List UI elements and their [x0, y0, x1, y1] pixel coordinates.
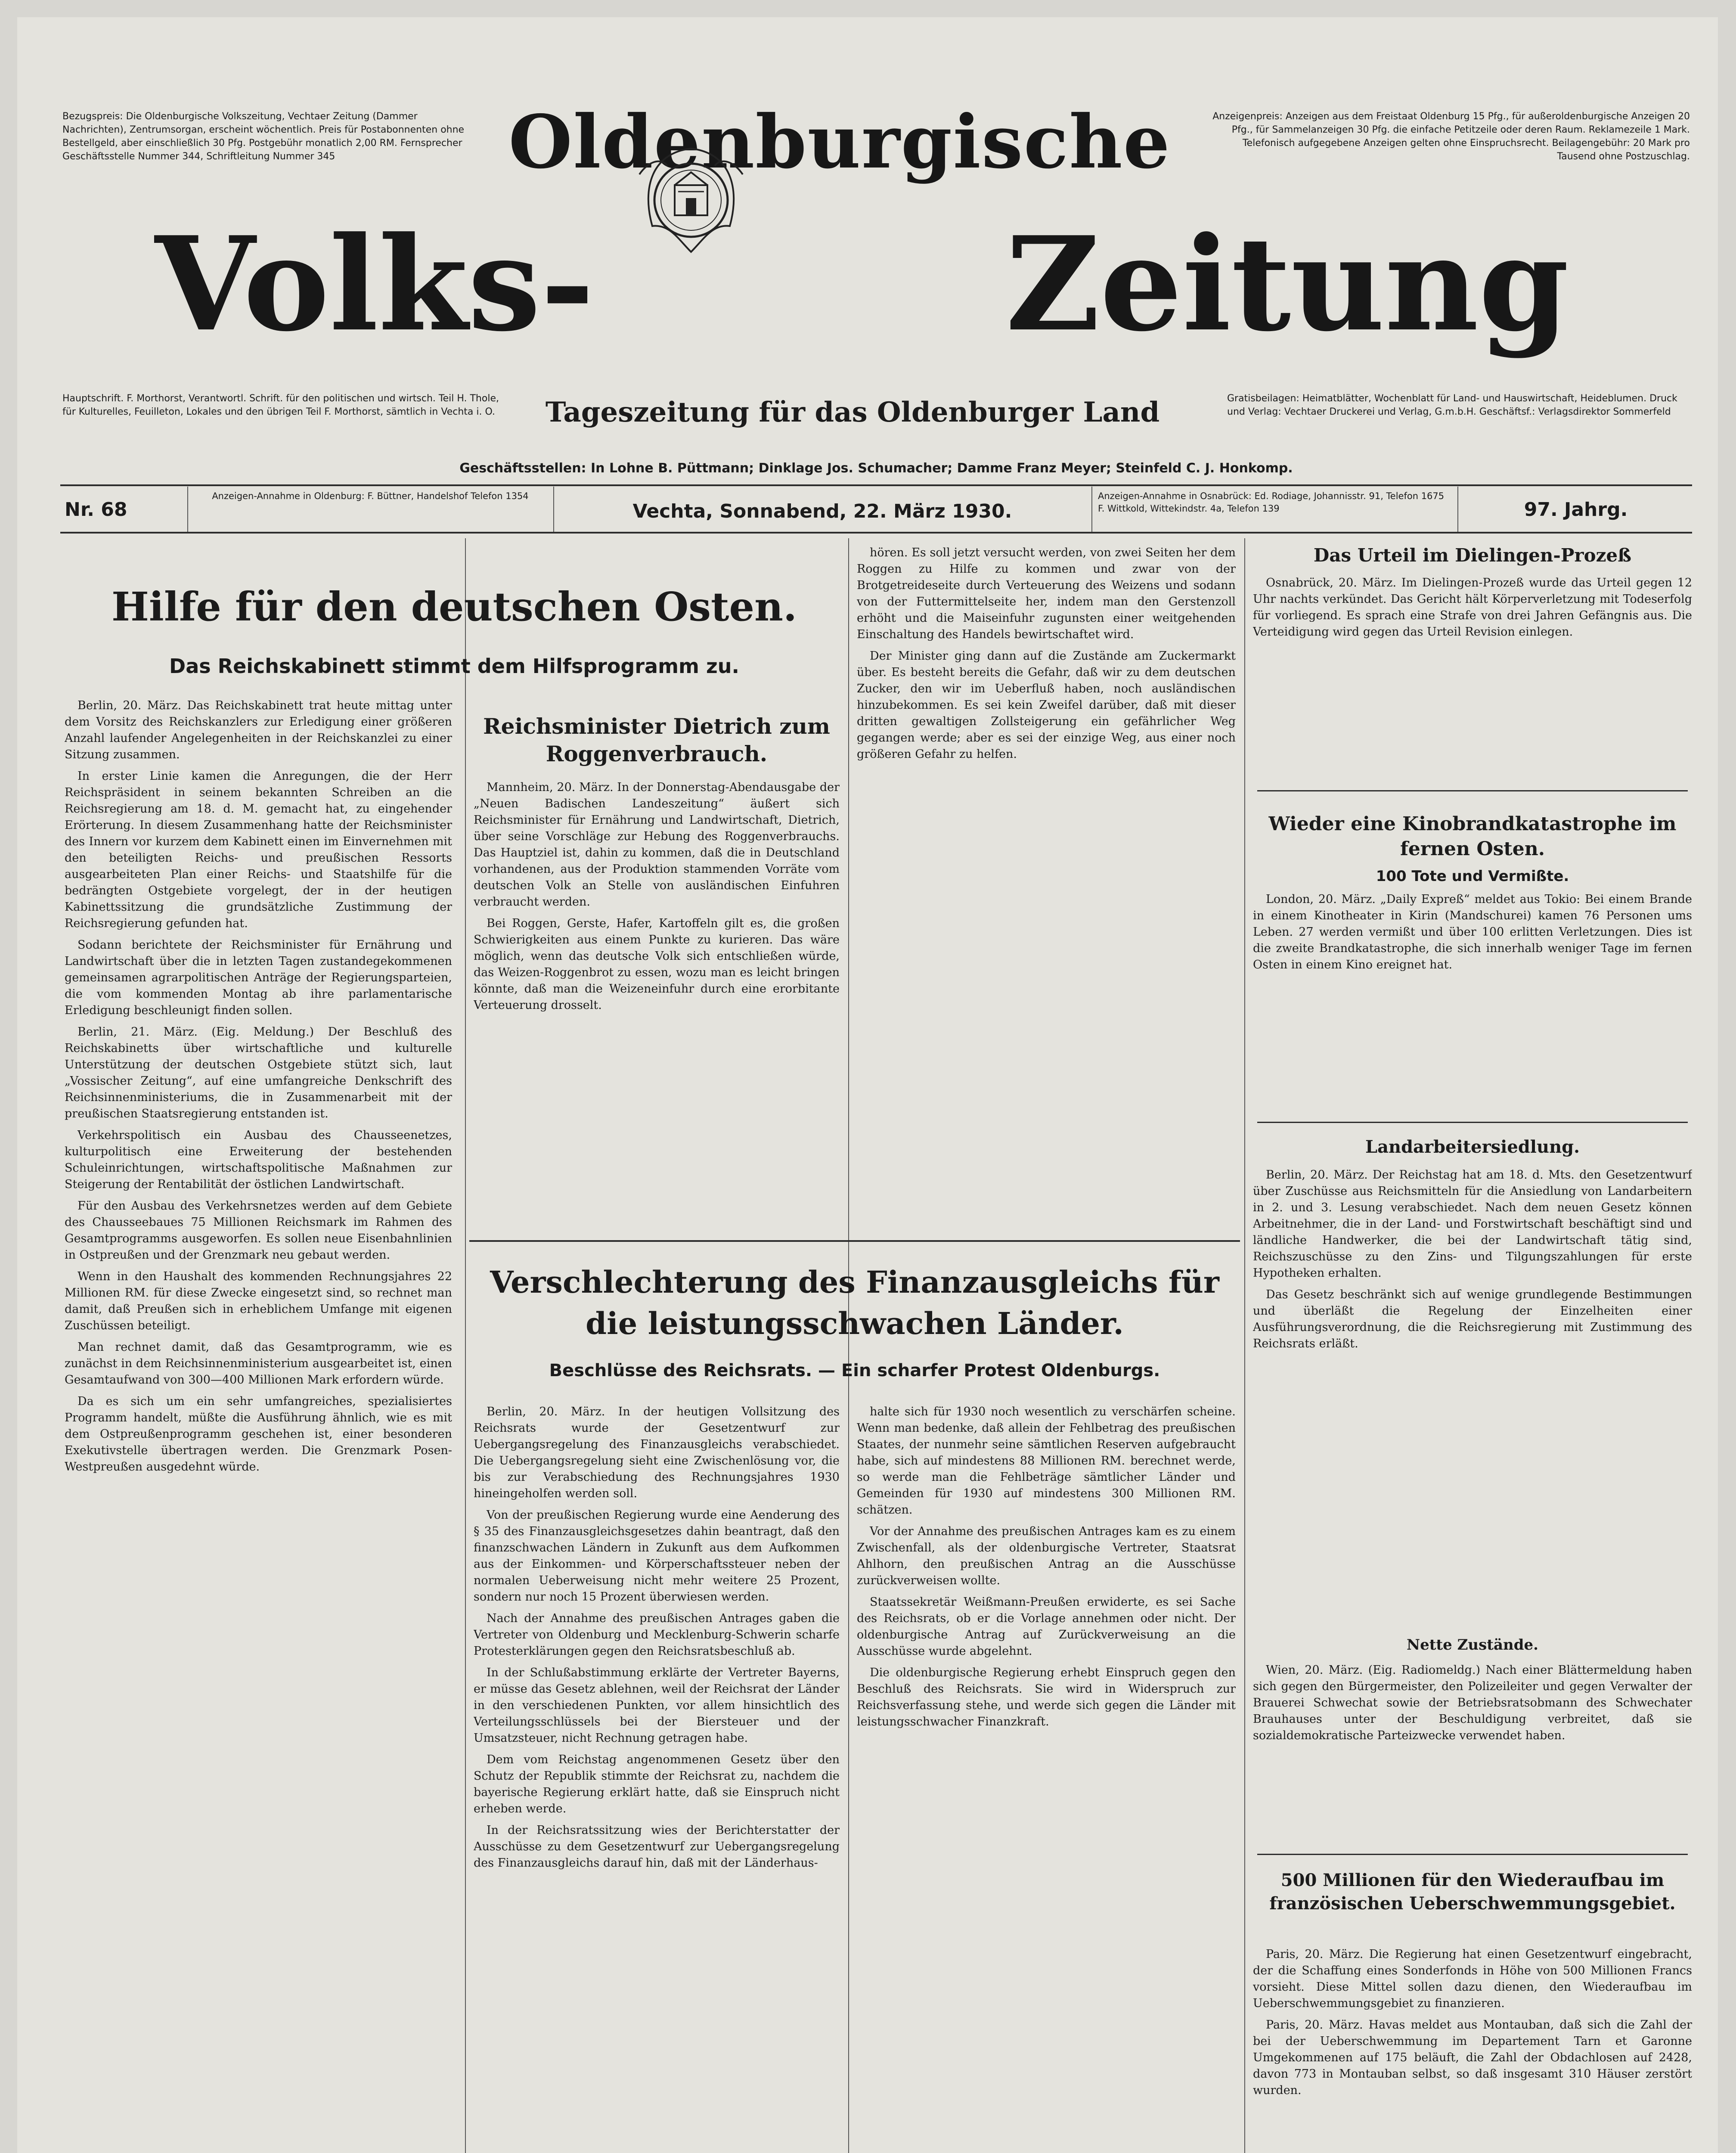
finanz-paragraph: Die oldenburgische Regierung erhebt Einspruch gegen den Beschluß des Reichsrats. Sie wird in Widerspruch zur Reichsverfassung stehe, und werde sich gegen die Länder mit leistungsschwacher Finanzkraft.	[857, 1666, 1236, 1728]
gratisbeilagen-box	[1227, 392, 1690, 461]
city-seal-emblem	[626, 136, 756, 265]
landarbeiter-paragraph: Berlin, 20. März. Der Reichstag hat am 18. d. Mts. den Gesetzentwurf über Zuschüsse aus Reichsmitteln für die Ansiedlung von Landarbeitern in 2. und 3. Lesung verabschiedet. Nach dem neuen Gesetz können Arbeitnehmer, die in der Land- und Forstwirtschaft beschäftigt sind und ländliche Handwerker, die bei der Landwirtschaft tätig sind, Reichszuschüsse zu den Zins- und Tilgungszahlungen für erste Hypotheken erhalten.	[1253, 1168, 1692, 1280]
anzeigenpreis-text: Anzeigenpreis: Anzeigen aus dem Freistaat Oldenburg 15 Pfg., für außeroldenburgische Anzeigen 20 Pfg., für Sammelanzeigen 30 Pfg. die einfache Petitzeile oder deren Raum. Reklamezeile 1 Mark. Telefonisch aufgegebene Anzeigen gelten ohne Einspruchsrecht. Beilagengebühr: 20 Mark pro Tausend ohne Postzuschlag.	[1212, 111, 1690, 162]
geschaeftsstellen-line: Geschäftsstellen: In Lohne B. Püttmann; Dinklage Jos. Schumacher; Damme Franz Meyer; Steinfeld C. J. Honkomp.	[459, 461, 1293, 476]
hauptschrift-box	[62, 392, 502, 461]
millionen-body	[1253, 1946, 1692, 2153]
title-left: Volks-	[155, 208, 595, 360]
newspaper-page	[17, 17, 1718, 2153]
finanz-paragraph: Berlin, 20. März. In der heutigen Vollsitzung des Reichsrats wurde der Gesetzentwurf zur Uebergangsregelung des Finanzausgleichs verabschiedet. Die Uebergangsregelung sieht eine Zwischenlösung vor, die bis zur Verabschiedung des Rechnungsjahres 1930 hineingeholfen werden soll.	[474, 1405, 840, 1500]
lead-headline: Hilfe für den deutschen Osten.	[112, 583, 797, 630]
dateline-divider	[1457, 487, 1458, 532]
bezugspreis-box	[62, 110, 482, 211]
dateline-top-rule	[60, 484, 1692, 486]
zustaende-headline: Nette Zustände.	[1407, 1636, 1538, 1654]
finanz-paragraph: In der Schlußabstimmung erklärte der Vertreter Bayerns, er müsse das Gesetz ablehnen, weil der Reichsrat der Länder in den verschiedenen Punkten, vor allem hinsichtlich des Verteilungsschlüssels bei der Biersteuer und der Umsatzsteuer, nicht Rechnung getragen habe.	[474, 1666, 840, 1745]
anzeigen-oldenburg-text: Anzeigen-Annahme in Oldenburg: F. Büttner, Handelshof Telefon 1354	[212, 491, 529, 501]
zustaende-body	[1253, 1662, 1692, 1847]
lead-paragraph: Berlin, 20. März. Das Reichskabinett trat heute mittag unter dem Vorsitz des Reichskanzlers zur Erledigung einer größeren Anzahl laufender Angelegenheiten in der Reichskanzlei zu einer Sitzung zusammen.	[65, 699, 452, 761]
landarbeiter-body	[1253, 1167, 1692, 1619]
column-rule	[848, 538, 849, 2153]
kino-headline: Wieder eine Kinobrandkatastrophe im fernen Osten.	[1268, 813, 1677, 860]
lead-article-body	[65, 698, 452, 2153]
anzeigen-osnabrueck-text: Anzeigen-Annahme in Osnabrück: Ed. Rodiage, Johannisstr. 91, Telefon 1675 F. Wittkold, Wittekindstr. 4a, Telefon 139	[1098, 491, 1445, 514]
dielingen-body	[1253, 575, 1692, 782]
dielingen-paragraph: Osnabrück, 20. März. Im Dielingen-Prozeß wurde das Urteil gegen 12 Uhr nachts verkündet. Das Gericht hält Körperverletzung mit Todeserfolg für vorliegend. Es sprach eine Strafe von drei Jahren Gefängnis aus. Die Verteidigung wird gegen das Urteil Revision einlegen.	[1253, 576, 1692, 639]
continuation-paragraph: Der Minister ging dann auf die Zustände am Zuckermarkt über. Es besteht bereits die Gefahr, daß wir zu dem deutschen Zucker, den wir im Ueberfluß haben, noch ausländischen hinzubekommen. Es sei kein Zweifel darüber, daß mit dieser dritten gewaltigen Zollsteigerung ein gefährlicher Weg gegangen werde; aber es sei der einzige Weg, aus einer noch größeren Gefahr zu helfen.	[857, 649, 1236, 761]
landarbeiter-paragraph: Das Gesetz beschränkt sich auf wenige grundlegende Bestimmungen und überläßt die Regelung der Einzelheiten einer Ausführungsverordnung, die die Reichsregierung mit Zustimmung des Reichsrats erläßt.	[1253, 1288, 1692, 1350]
section-rule	[1257, 790, 1688, 791]
dielingen-headline: Das Urteil im Dielingen-Prozeß	[1313, 545, 1632, 566]
finanz-paragraph: Von der preußischen Regierung wurde eine Aenderung des § 35 des Finanzausgleichsgesetzes dahin beantragt, daß den finanzschwachen Ländern in Zukunft aus dem Aufkommen aus der Einkommen- und Körperschaftssteuer neben der normalen Ueberweisung nicht mehr weitere 25 Prozent, sondern nur noch 15 Prozent überwiesen werden.	[474, 1508, 840, 1604]
anzeigen-osnabrueck	[1098, 490, 1451, 531]
section-rule	[1257, 1854, 1688, 1855]
column-rule	[465, 538, 466, 2153]
title-line-1: Oldenburgische	[508, 99, 1171, 185]
finanz-paragraph: Nach der Annahme des preußischen Antrages gaben die Vertreter von Oldenburg und Mecklenburg-Schwerin scharfe Protesterklärungen gegen den Reichsratsbeschluß ab.	[474, 1612, 840, 1658]
continuation-paragraph: hören. Es soll jetzt versucht werden, von zwei Seiten her dem Roggen zu Hilfe zu kommen und zwar von der Brotgetreideseite durch Verteuerung des Weizens und sodann von der Futtermittelseite her, indem man den Gerstenzoll erhöht und die Maiseinfuhr zugunsten einer weitgehenden Einschaltung des Handels bewirtschaftet wird.	[857, 546, 1236, 641]
column-rule	[1244, 538, 1245, 2153]
finanz-top-rule	[469, 1240, 1240, 1242]
finanz-paragraph: halte sich für 1930 noch wesentlich zu verschärfen scheine. Wenn man bedenke, daß allein der Fehlbetrag des preußischen Staates, der nunmehr seine sämtlichen Reserven aufgebraucht habe, sich auf mindestens 88 Millionen RM. berechnet werde, so werde man die Fehlbeträge sämtlicher Länder und Gemeinden für 1930 auf mindestens 300 Millionen RM. schätzen.	[857, 1405, 1236, 1517]
dietrich-headline: Reichsminister Dietrich zum Roggenverbrauch.	[483, 714, 830, 766]
finanz-headline: Verschlechterung des Finanzausgleichs für die leistungsschwachen Länder.	[490, 1264, 1219, 1341]
dateline-divider	[1091, 487, 1092, 532]
finanz-paragraph: Dem vom Reichstag angenommenen Gesetz über den Schutz der Republik stimmte der Reichsrat zu, nachdem die bayerische Regierung erklärt hatte, daß sie Einspruch nicht erheben werde.	[474, 1753, 840, 1815]
finanz-paragraph: In der Reichsratssitzung wies der Berichterstatter der Ausschüsse zu dem Gesetzentwurf zur Uebergangsregelung des Finanzausgleichs darauf hin, daß mit der Länderhaus-	[474, 1824, 840, 1870]
issue-date: Vechta, Sonnabend, 22. März 1930.	[632, 500, 1012, 522]
lead-paragraph: Für den Ausbau des Verkehrsnetzes werden auf dem Gebiete des Chausseebaues 75 Millionen Reichsmark im Rahmen des Gesamtprogramms ausgeworfen. Es sollen neue Eisenbahnlinien in Ostpreußen und der Grenzmark neu gebaut werden.	[65, 1199, 452, 1262]
lead-paragraph: Da es sich um ein sehr umfangreiches, spezialisiertes Programm handelt, müßte die Ausführung ähnlich, wie es mit dem Ostpreußenprogramm geschehen ist, einer besonderen Exekutivstelle übertragen werden. Die Grenzmark Posen-Westpreußen ausgedehnt würde.	[65, 1395, 452, 1474]
dietrich-continuation-body	[857, 545, 1236, 1232]
dietrich-article-body	[474, 779, 840, 1232]
millionen-headline: 500 Millionen für den Wiederaufbau im französischen Ueberschwemmungsgebiet.	[1269, 1870, 1676, 1914]
dateline-bottom-rule	[60, 532, 1692, 534]
lead-subhead: Das Reichskabinett stimmt dem Hilfsprogramm zu.	[169, 655, 739, 678]
finanz-body-right	[857, 1404, 1236, 2153]
finanz-subhead: Beschlüsse des Reichsrats. — Ein scharfer Protest Oldenburgs.	[549, 1361, 1160, 1381]
bezugspreis-text: Bezugspreis: Die Oldenburgische Volkszeitung, Vechtaer Zeitung (Dammer Nachrichten), Zentrumsorgan, erscheint wöchentlich. Preis für Postabonnenten ohne Bestellgeld, aber einschließlich 30 Pfg. Postgebühr monatlich 2,00 RM. Fernsprecher Geschäftsstelle Nummer 344, Schriftleitung Nummer 345	[62, 111, 465, 162]
landarbeiter-headline: Landarbeitersiedlung.	[1365, 1137, 1580, 1157]
anzeigen-oldenburg	[194, 490, 547, 531]
dateline-divider	[553, 487, 554, 532]
zustaende-paragraph: Wien, 20. März. (Eig. Radiomeldg.) Nach einer Blättermeldung haben sich gegen den Bürgermeister, den Polizeileiter und gegen Verwalter der Brauerei Schwechat sowie der Betriebsratsobmann des Schwechater Brauhauses unter der Beschuldigung verbreitet, daß sie sozialdemokratische Parteizwecke verwendet haben.	[1253, 1663, 1692, 1742]
anzeigenpreis-box	[1206, 110, 1690, 205]
millionen-paragraph: Paris, 20. März. Die Regierung hat einen Gesetzentwurf eingebracht, der die Schaffung eines Sonderfonds in Höhe von 500 Millionen Francs vorsieht. Diese Mittel sollen dazu dienen, den Wiederaufbau im Ueberschwemmungsgebiet zu finanzieren.	[1253, 1948, 1692, 2010]
lead-paragraph: Berlin, 21. März. (Eig. Meldung.) Der Beschluß des Reichskabinetts über wirtschaftliche und kulturelle Unterstützung der deutschen Ostgebiete stützt sich, laut „Vossischer Zeitung“, auf eine umfangreiche Denkschrift des Reichsinnenministeriums, die in Zusammenarbeit mit der preußischen Staatsregierung entstanden ist.	[65, 1025, 452, 1120]
issue-number: Nr. 68	[65, 499, 127, 521]
gratisbeilagen-text: Gratisbeilagen: Heimatblätter, Wochenblatt für Land- und Hauswirtschaft, Heideblumen. Druck und Verlag: Vechtaer Druckerei und Verlag, G.m.b.H. Geschäftsf.: Verlagsdirektor Sommerfeld	[1227, 393, 1677, 417]
finanz-paragraph: Vor der Annahme des preußischen Antrages kam es zu einem Zwischenfall, als der oldenburgische Vertreter, Staatsrat Ahlhorn, den preußischen Antrag an die Ausschüsse zurückverweisen wollte.	[857, 1525, 1236, 1587]
dietrich-paragraph: Bei Roggen, Gerste, Hafer, Kartoffeln gilt es, die großen Schwierigkeiten aus einem Punkte zu kurieren. Das wäre möglich, wenn das deutsche Volk sich entschließen würde, das Weizen-Roggenbrot zu essen, wozu man es leicht bringen könnte, daß man die Weizeneinfuhr durch eine erorbitante Verteuerung drosselt.	[474, 917, 840, 1012]
millionen-paragraph: Paris, 20. März. Havas meldet aus Montauban, daß sich die Zahl der bei der Ueberschwemmung im Departement Tarn et Garonne Umgekommenen auf 175 beläuft, die Zahl der Obdachlosen auf 2428, davon 773 in Montauban selbst, so daß insgesamt 310 Häuser zerstört wurden.	[1253, 2018, 1692, 2097]
lead-paragraph: Sodann berichtete der Reichsminister für Ernährung und Landwirtschaft über die in letzten Tagen zustandegekommenen gemeinsamen agrarpolitischen Anträge der Regierungsparteien, die vom kommenden Montag ab ihre parlamentarische Erledigung beschleunigt finden sollen.	[65, 938, 452, 1017]
lead-paragraph: Verkehrspolitisch ein Ausbau des Chausseenetzes, kulturpolitisch eine Erweiterung der bestehenden Schuleinrichtungen, wirtschaftspolitische Maßnahmen zur Steigerung der Rentabilität der östlichen Landwirtschaft.	[65, 1129, 452, 1191]
finanz-paragraph: Staatssekretär Weißmann-Preußen erwiderte, es sei Sache des Reichsrats, ob er die Vorlage annehmen oder nicht. Der oldenburgische Antrag auf Zurückverweisung an die Ausschüsse wurde abgelehnt.	[857, 1595, 1236, 1658]
dietrich-paragraph: Mannheim, 20. März. In der Donnerstag-Abendausgabe der „Neuen Badischen Landeszeitung“ äußert sich Reichsminister für Ernährung und Landwirtschaft, Dietrich, über seine Vorschläge zur Hebung des Roggenverbrauchs. Das Hauptziel ist, dahin zu kommen, daß die in Deutschland vorhandenen, aus der Produktion stammenden Vorräte vom deutschen Volk an Stelle von ausländischen Einfuhren verbraucht werden.	[474, 781, 840, 909]
kino-paragraph: London, 20. März. „Daily Expreß“ meldet aus Tokio: Bei einem Brande in einem Kinotheater in Kirin (Mandschurei) kamen 76 Personen ums Leben. 27 werden vermißt und über 100 erlitten Verletzungen. Dies ist die zweite Brandkatastrophe, die sich innerhalb weniger Tage im fernen Osten in einem Kino ereignet hat.	[1253, 893, 1692, 971]
finanz-body-left	[474, 1404, 840, 2153]
issue-year: 97. Jahrg.	[1524, 499, 1628, 521]
lead-paragraph: Wenn in den Haushalt des kommenden Rechnungsjahres 22 Millionen RM. für diese Zwecke eingesetzt sind, so rechnet man damit, daß Preußen sich in erheblichem Umfange mit eigenen Zuschüssen beteiligt.	[65, 1270, 452, 1332]
masthead-subtitle: Tageszeitung für das Oldenburger Land	[545, 396, 1160, 428]
lead-paragraph: Man rechnet damit, daß das Gesamtprogramm, wie es zunächst in dem Reichsinnenministerium ausgearbeitet ist, einen Gesamtaufwand von 300—400 Millionen Mark erfordern würde.	[65, 1340, 452, 1387]
hauptschrift-text: Hauptschrift. F. Morthorst, Verantwortl. Schrift. für den politischen und wirtsch. Teil H. Thole, für Kulturelles, Feuilleton, Lokales und den übrigen Teil F. Morthorst, sämtlich in Vechta i. O.	[62, 393, 499, 417]
kino-subhead: 100 Tote und Vermißte.	[1376, 868, 1569, 885]
lead-paragraph: In erster Linie kamen die Anregungen, die der Herr Reichspräsident in seinem bekannten Schreiben an die Reichsregierung am 18. d. M. gemacht hat, zu eingehender Erörterung. In diesem Zusammenhang hatte der Reichsminister des Innern vor kurzem dem Kabinett einen im Einvernehmen mit den beteiligten Reichs- und preußischen Ressorts ausgearbeiteten Plan einer Reichs- und Staatshilfe für die bedrängten Ostgebiete vorgelegt, der in der heutigen Kabinettssitzung die grundsätzliche Zustimmung der Reichsregierung gefunden hat.	[65, 769, 452, 930]
kino-body	[1253, 891, 1692, 1115]
section-rule	[1257, 1122, 1688, 1123]
title-right: Zeitung	[1005, 208, 1569, 360]
dateline-divider	[187, 487, 188, 532]
